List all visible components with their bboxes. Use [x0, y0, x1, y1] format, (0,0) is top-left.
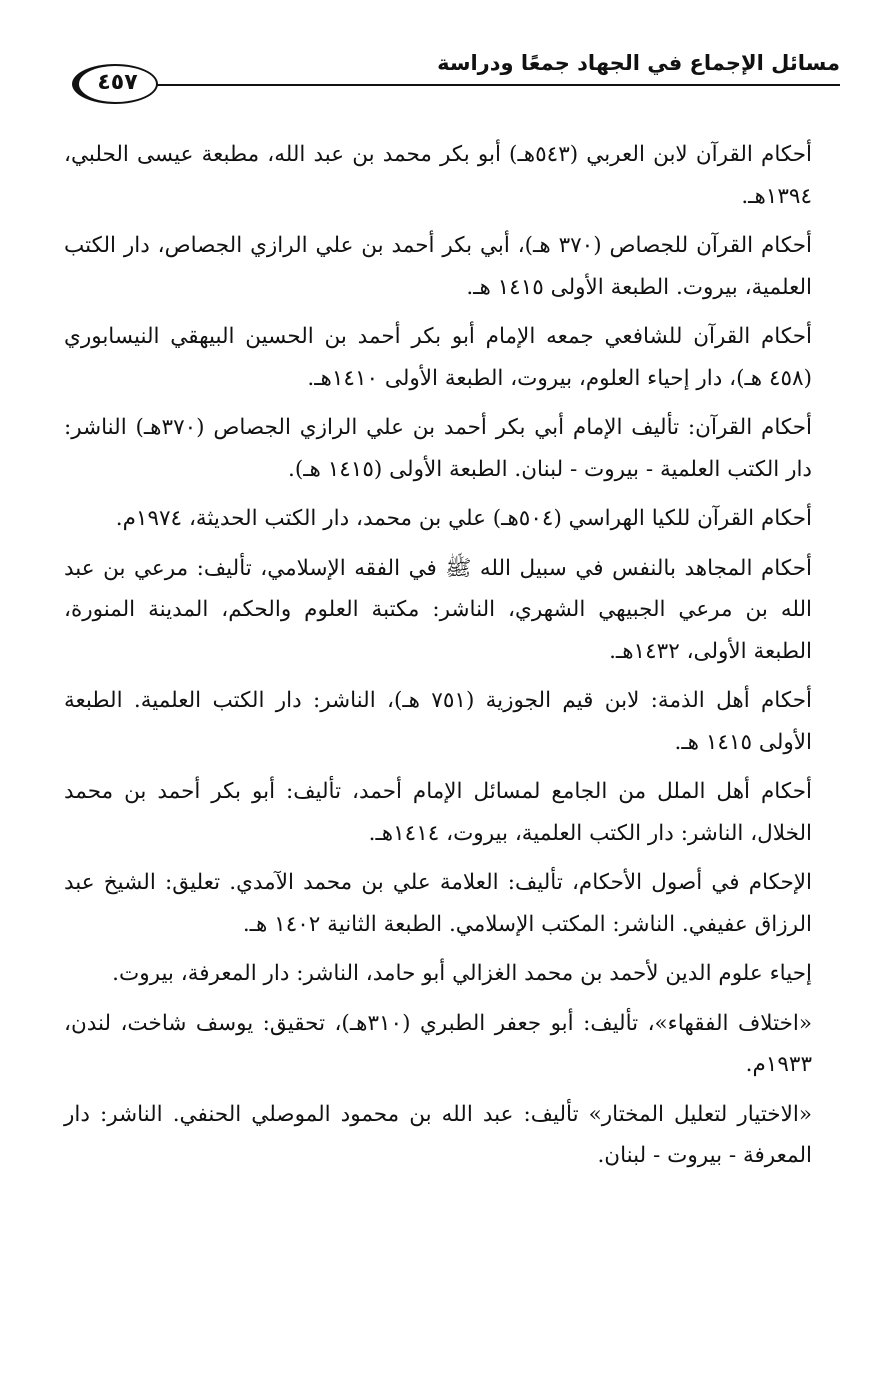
bibliography-entry: أحكام القرآن للشافعي جمعه الإمام أبو بكر أحمد بن الحسين البيهقي النيسابوري (٤٥٨ هـ)، دار إحياء العلوم، بيروت، الطبعة الأولى ١٤١٠هـ.	[64, 324, 812, 391]
page-header	[70, 48, 840, 104]
header-rule	[154, 84, 840, 86]
bibliography-list	[64, 134, 812, 1185]
bibliography-entry: أحكام أهل الذمة: لابن قيم الجوزية (٧٥١ هـ)، الناشر: دار الكتب العلمية. الطبعة الأولى ١٤١٥ هـ.	[64, 688, 812, 755]
bibliography-entry: أحكام أهل الملل من الجامع لمسائل الإمام أحمد، تأليف: أبو بكر أحمد بن محمد الخلال، الناشر: دار الكتب العلمية، بيروت، ١٤١٤هـ.	[64, 779, 812, 846]
bibliography-entry: الإحكام في أصول الأحكام، تأليف: العلامة علي بن محمد الآمدي. تعليق: الشيخ عبد الرزاق عفيفي. الناشر: المكتب الإسلامي. الطبعة الثانية ١٤٠٢ هـ.	[64, 870, 812, 937]
bibliography-entry: «اختلاف الفقهاء»، تأليف: أبو جعفر الطبري (٣١٠هـ)، تحقيق: يوسف شاخت، لندن، ١٩٣٣م.	[64, 1010, 812, 1077]
bibliography-entry: إحياء علوم الدين لأحمد بن محمد الغزالي أبو حامد، الناشر: دار المعرفة، بيروت.	[112, 961, 812, 986]
page-number-badge	[72, 64, 158, 104]
bibliography-entry: أحكام المجاهد بالنفس في سبيل الله ﷺ في الفقه الإسلامي، تأليف: مرعي بن عبد الله بن مرعي الجبيهي الشهري، الناشر: مكتبة العلوم والحكم، المدينة المنورة، الطبعة الأولى، ١٤٣٢هـ.	[64, 555, 812, 664]
bibliography-entry: أحكام القرآن للجصاص (٣٧٠ هـ)، أبي بكر أحمد بن علي الرازي الجصاص، دار الكتب العلمية، بيروت. الطبعة الأولى ١٤١٥ هـ.	[64, 233, 812, 300]
bibliography-entry: أحكام القرآن للكيا الهراسي (٥٠٤هـ) علي بن محمد، دار الكتب الحديثة، ١٩٧٤م.	[115, 506, 812, 531]
page-number: ٤٥٧	[97, 70, 138, 95]
bibliography-entry: أحكام القرآن: تأليف الإمام أبي بكر أحمد بن علي الرازي الجصاص (٣٧٠هـ) الناشر: دار الكتب العلمية - بيروت - لبنان. الطبعة الأولى (١٤١٥ هـ).	[64, 415, 813, 482]
running-header-title: مسائل الإجماع في الجهاد جمعًا ودراسة	[437, 51, 840, 75]
bibliography-entry: «الاختيار لتعليل المختار» تأليف: عبد الله بن محمود الموصلي الحنفي. الناشر: دار المعرفة - بيروت - لبنان.	[64, 1101, 812, 1168]
bibliography-entry: أحكام القرآن لابن العربي (٥٤٣هـ) أبو بكر محمد بن عبد الله، مطبعة عيسى الحلبي، ١٣٩٤هـ.	[64, 142, 813, 209]
